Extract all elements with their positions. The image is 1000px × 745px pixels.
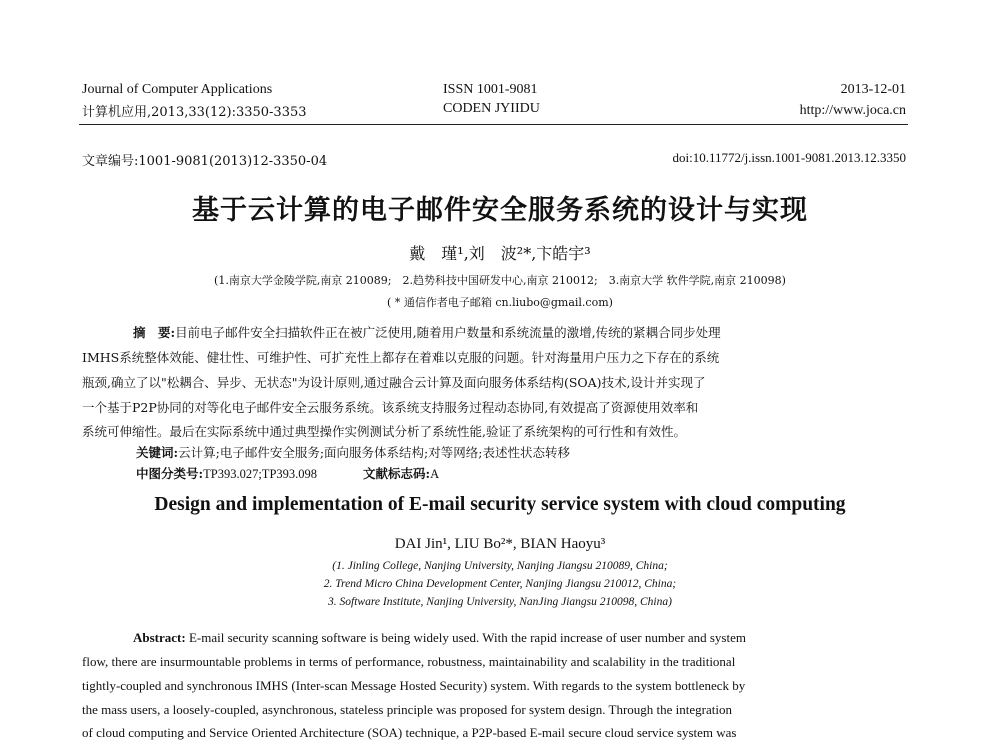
keywords-text: 云计算;电子邮件安全服务;面向服务体系结构;对等网络;表述性状态转移 xyxy=(178,445,570,460)
affiliation-en-2: 2. Trend Micro China Development Center, Nanjing Jiangsu 210012, China; xyxy=(323,578,677,590)
keywords-cn xyxy=(136,443,570,461)
keywords-label: 关键词: xyxy=(136,445,179,460)
affiliations-cn: (1.南京大学金陵学院,南京 210089; 2.趋势科技中国研发中心,南京 210012; 3.南京大学 软件学院,南京 210098) xyxy=(214,274,786,287)
abstract-cn-label: 摘 要: xyxy=(133,325,176,340)
abstract-cn-line-3: 瓶颈,确立了以"松耦合、异步、无状态"为设计原则,通过融合云计算及面向服务体系结构(SOA)技术,设计并实现了 xyxy=(82,375,706,390)
abstract-cn-line-4: 一个基于P2P协同的对等化电子邮件安全云服务系统。该系统支持服务过程动态协同,有效提高了资源使用效率和 xyxy=(82,400,699,415)
classification-label: 中图分类号: xyxy=(136,466,204,481)
article-number: 文章编号:1001-9081(2013)12-3350-04 xyxy=(82,154,328,169)
issue-date: 2013-12-01 xyxy=(840,82,906,97)
coden: CODEN JYIIDU xyxy=(443,101,540,116)
abstract-en-line-4: the mass users, a loosely-coupled, asynchronous, stateless principle was proposed for system design. Through the integration xyxy=(82,702,732,717)
abstract-cn-line-2: IMHS系统整体效能、健壮性、可维护性、可扩充性上都存在着难以克服的问题。针对海量用户压力之下存在的系统 xyxy=(82,350,720,365)
classification-value: TP393.027;TP393.098 xyxy=(203,467,318,481)
abstract-en-label: Abstract: xyxy=(133,630,186,645)
doc-code-value: A xyxy=(430,467,440,481)
abstract-cn-text: 目前电子邮件安全扫描软件正在被广泛使用,随着用户数量和系统流量的激增,传统的紧耦合同步处理 xyxy=(175,325,721,340)
doi[interactable]: doi:10.11772/j.issn.1001-9081.2013.12.3350 xyxy=(672,150,906,165)
abstract-cn-line-1 xyxy=(133,323,902,341)
classification-row xyxy=(136,464,439,482)
doc-code-label: 文献标志码: xyxy=(363,466,431,481)
corresponding-author-cn: ( * 通信作者电子邮箱 cn.liubo@gmail.com) xyxy=(387,296,613,309)
abstract-en-text: E-mail security scanning software is being widely used. With the rapid increase of user number and system xyxy=(188,630,746,645)
abstract-en-line-3: tightly-coupled and synchronous IMHS (Inter-scan Message Hosted Security) system. With regards to the system bottleneck by xyxy=(82,678,746,693)
affiliation-en-1: (1. Jinling College, Nanjing University, Nanjing Jiangsu 210089, China; xyxy=(332,560,668,572)
title-en: Design and implementation of E-mail security service system with cloud computing xyxy=(154,494,846,515)
journal-url[interactable]: http://www.joca.cn xyxy=(799,103,906,118)
abstract-en-line-2: flow, there are insurmountable problems in terms of performance, robustness, maintainability and scalability in the traditional xyxy=(82,654,736,669)
affiliation-en-3: 3. Software Institute, Nanjing University, NanJing Jiangsu 210098, China) xyxy=(328,596,672,608)
abstract-en-line-1 xyxy=(133,630,902,646)
authors-cn: 戴 瑾¹,刘 波²*,卞皓宇³ xyxy=(409,244,591,263)
abstract-en-line-5: of cloud computing and Service Oriented Architecture (SOA) technique, a P2P-based E-mail secure cloud service system was xyxy=(82,725,737,740)
journal-name-en: Journal of Computer Applications xyxy=(82,82,273,97)
authors-en: DAI Jin¹, LIU Bo²*, BIAN Haoyu³ xyxy=(394,536,606,552)
journal-citation-cn: 计算机应用,2013,33(12):3350-3353 xyxy=(82,105,307,120)
header-rule xyxy=(79,124,908,125)
issn: ISSN 1001-9081 xyxy=(443,82,538,97)
title-cn: 基于云计算的电子邮件安全服务系统的设计与实现 xyxy=(192,195,808,226)
abstract-cn-line-5: 系统可伸缩性。最后在实际系统中通过典型操作实例测试分析了系统性能,验证了系统架构的可行性和有效性。 xyxy=(82,424,686,439)
